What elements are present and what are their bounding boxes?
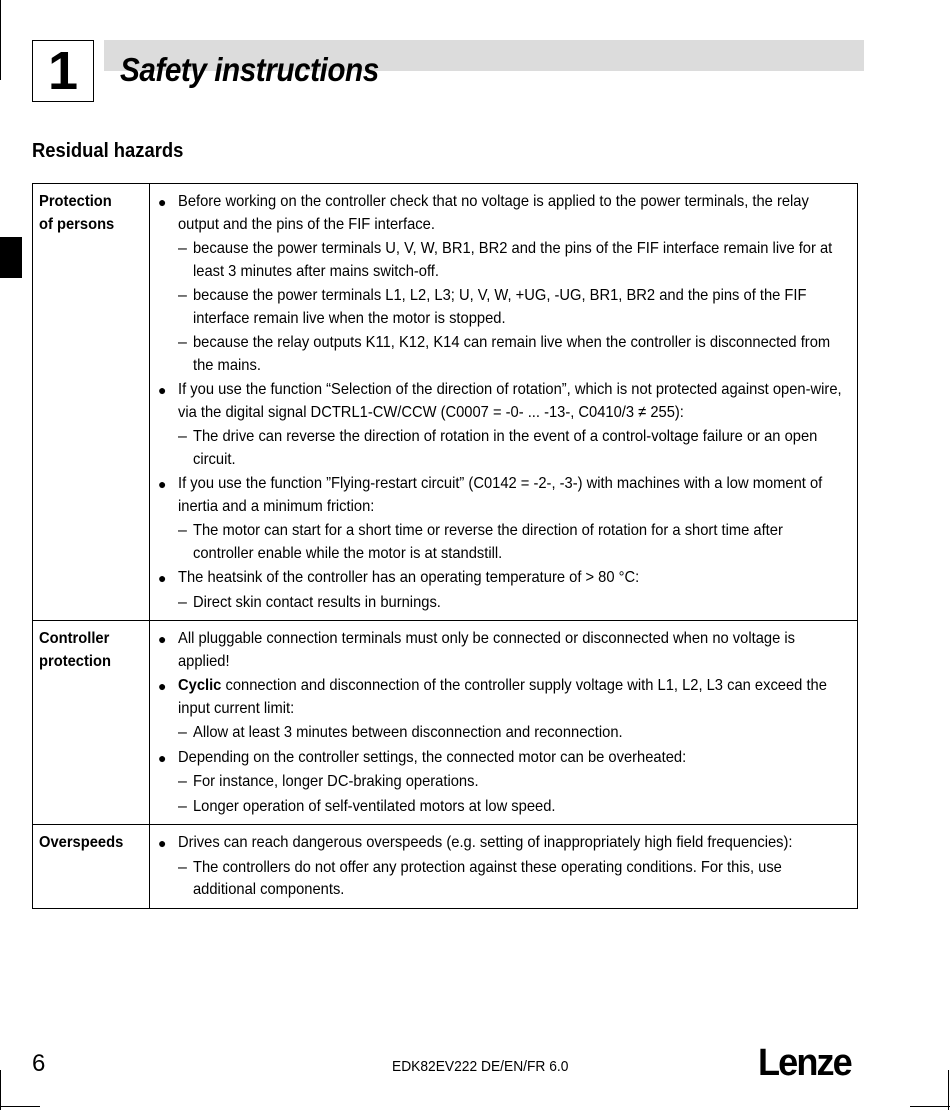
item-text — [193, 285, 847, 330]
item-text — [178, 747, 847, 770]
item-body: because the relay outputs K11, K12, K14 can remain live when the controller is disconnected from the mains. — [193, 334, 831, 374]
item-text — [193, 722, 847, 745]
hazard-category — [33, 621, 150, 825]
bullet-icon: ● — [158, 631, 167, 647]
bullet-item — [156, 675, 851, 720]
bullet-icon: ● — [158, 835, 167, 851]
bullet-icon: ● — [158, 570, 167, 586]
item-body: Allow at least 3 minutes between disconnection and reconnection. — [193, 724, 623, 741]
hazard-row — [33, 621, 858, 825]
bullet-item — [156, 747, 851, 770]
dash-icon: – — [178, 724, 187, 741]
hazard-details — [150, 825, 858, 909]
page-number: 6 — [32, 1050, 46, 1077]
dash-icon: – — [178, 287, 187, 304]
crop-mark-top-left — [0, 0, 1, 80]
item-text — [178, 675, 847, 720]
dash-icon: – — [178, 522, 187, 539]
crop-mark-bottom-right — [948, 1070, 949, 1110]
item-body: If you use the function “Selection of the direction of rotation”, which is not protected against open-wire, via the digital signal DCTRL1-CW/CCW (C0007 = -0- ... -13-, C0410/3 ≠ 255): — [178, 381, 842, 421]
crop-mark-bottom-left — [0, 1070, 1, 1110]
hazard-row — [33, 825, 858, 909]
bullet-item — [156, 379, 851, 424]
item-text — [178, 628, 847, 673]
item-body: The drive can reverse the direction of rotation in the event of a control-voltage failure or an open circuit. — [193, 428, 818, 468]
hazard-details — [150, 621, 858, 825]
item-text — [193, 771, 847, 794]
item-body: Direct skin contact results in burnings. — [193, 593, 441, 611]
item-text — [178, 191, 847, 236]
bullet-item — [156, 628, 851, 673]
bullet-item — [156, 191, 851, 236]
hazard-category-line: Protection — [39, 193, 112, 210]
document-id: EDK82EV222 DE/EN/FR 6.0 — [392, 1058, 569, 1075]
crop-mark-bottom-right-h — [910, 1106, 950, 1107]
item-text — [178, 832, 847, 855]
bullet-icon: ● — [158, 476, 167, 492]
dash-item — [156, 426, 851, 471]
dash-item — [156, 332, 851, 377]
crop-mark-bottom-left-h — [0, 1106, 40, 1107]
dash-item — [156, 722, 851, 745]
residual-hazards-table — [32, 183, 858, 909]
dash-item — [156, 520, 851, 565]
hazard-category-line: protection — [39, 652, 111, 670]
bullet-icon: ● — [158, 382, 167, 398]
item-text — [193, 796, 847, 819]
item-text — [193, 426, 847, 471]
dash-icon: – — [178, 797, 187, 815]
bullet-icon: ● — [158, 194, 167, 210]
bullet-item — [156, 832, 851, 855]
dash-item — [156, 238, 851, 283]
item-emphasis: Cyclic — [178, 677, 222, 694]
item-text — [178, 567, 847, 590]
item-body: Depending on the controller settings, the connected motor can be overheated: — [178, 748, 687, 766]
item-text — [193, 238, 847, 283]
bullet-item — [156, 473, 851, 518]
dash-item — [156, 285, 851, 330]
dash-icon: – — [178, 334, 187, 351]
item-text — [193, 857, 847, 902]
item-body: The motor can start for a short time or reverse the direction of rotation for a short time after controller enable while the motor is at standstill. — [193, 522, 783, 562]
chapter-title: Safety instructions — [120, 51, 379, 88]
chapter-number: 1 — [32, 40, 94, 102]
item-body: connection and disconnection of the controller supply voltage with L1, L2, L3 can exceed the input current limit: — [178, 677, 827, 717]
dash-item — [156, 857, 851, 902]
dash-item — [156, 796, 851, 819]
dash-icon: – — [178, 240, 187, 257]
item-text — [178, 379, 847, 424]
item-body: Longer operation of self-ventilated motors at low speed. — [193, 797, 556, 815]
item-body: The heatsink of the controller has an operating temperature of > 80 °C: — [178, 569, 640, 586]
hazard-category-line: Controller — [39, 630, 110, 647]
hazard-row — [33, 184, 858, 621]
item-body: All pluggable connection terminals must only be connected or disconnected when no voltage is applied! — [178, 630, 795, 670]
hazard-details — [150, 184, 858, 621]
item-body: because the power terminals L1, L2, L3; U, V, W, +UG, -UG, BR1, BR2 and the pins of the FIF interface remain live when the motor is stopped. — [193, 287, 807, 327]
dash-icon: – — [178, 773, 187, 790]
chapter-side-tab — [0, 237, 22, 278]
item-text — [193, 332, 847, 377]
item-text — [193, 520, 847, 565]
item-body: because the power terminals U, V, W, BR1, BR2 and the pins of the FIF interface remain live for at least 3 minutes after mains switch-off. — [193, 240, 833, 280]
item-body: The controllers do not offer any protection against these operating conditions. For this, use additional components. — [193, 858, 782, 898]
dash-icon: – — [178, 593, 187, 611]
item-body: If you use the function ”Flying-restart circuit” (C0142 = -2-, -3-) with machines with a low moment of inertia and a minimum friction: — [178, 475, 823, 515]
hazard-category-line: Overspeeds — [39, 834, 124, 851]
hazard-category-line: of persons — [39, 215, 115, 233]
dash-item — [156, 771, 851, 794]
hazard-category — [33, 184, 150, 621]
item-body: Before working on the controller check that no voltage is applied to the power terminals, the relay output and the pins of the FIF interface. — [178, 193, 809, 233]
bullet-icon: ● — [158, 749, 167, 766]
dash-item — [156, 592, 851, 615]
dash-icon: – — [178, 858, 187, 876]
item-body: For instance, longer DC-braking operations. — [193, 773, 479, 790]
lenze-logo: Lenze — [758, 1042, 851, 1084]
section-heading: Residual hazards — [32, 140, 184, 162]
bullet-icon: ● — [158, 678, 167, 694]
item-text — [193, 592, 847, 615]
hazard-category — [33, 825, 150, 909]
bullet-item — [156, 567, 851, 590]
item-text — [178, 473, 847, 518]
dash-icon: – — [178, 428, 187, 445]
item-body: Drives can reach dangerous overspeeds (e.g. setting of inappropriately high field frequencies): — [178, 834, 793, 851]
